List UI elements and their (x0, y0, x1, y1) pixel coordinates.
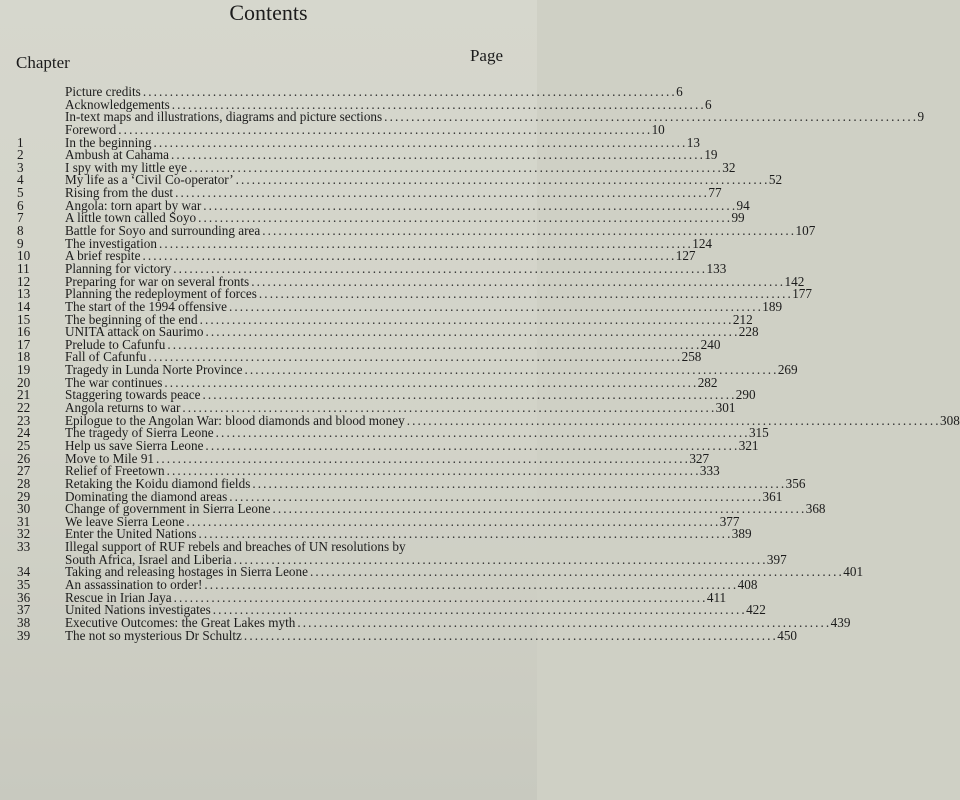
page-number: 315 (748, 425, 769, 441)
chapter-number: 29 (17, 488, 31, 504)
page-number: 32 (722, 159, 736, 175)
toc-entry (0, 475, 806, 491)
page-number: 6 (676, 84, 683, 99)
toc-entry (0, 260, 727, 276)
entry-title: A brief respite (65, 248, 141, 264)
toc-entry (0, 539, 787, 567)
page-number: 6 (705, 96, 712, 112)
chapter-number: 11 (17, 260, 30, 276)
chapter-number: 32 (17, 526, 31, 542)
chapter-number: 24 (17, 425, 31, 441)
entry-line (65, 121, 665, 137)
entry-title: Taking and releasing hostages in Sierra Leone (65, 564, 308, 580)
entry-title: Planning the redeployment of forces (65, 286, 257, 302)
page-number: 361 (762, 488, 783, 504)
entry-title: Angola: torn apart by war (65, 197, 202, 213)
chapter-number: 20 (17, 374, 31, 390)
toc-entry (0, 147, 718, 163)
chapter-number: 31 (17, 513, 31, 529)
page-number: 401 (843, 564, 864, 580)
entry-title: Prelude to Cafunfu (65, 336, 166, 352)
entry-line (65, 627, 797, 643)
chapter-number: 1 (17, 134, 24, 150)
entry-line (65, 614, 851, 630)
entry-title: Executive Outcomes: the Great Lakes myth (65, 614, 296, 630)
page-number: 439 (830, 614, 851, 630)
chapter-number: 36 (17, 589, 31, 605)
toc-entry (0, 185, 722, 201)
entry-title: Change of government in Sierra Leone (65, 501, 271, 517)
entry-title: Rising from the dust (65, 185, 174, 201)
entry-title: Enter the United Nations (65, 526, 197, 542)
page-number: 127 (675, 248, 696, 264)
page-number: 177 (792, 286, 812, 302)
chapter-number: 30 (17, 501, 31, 517)
page-number: 422 (746, 602, 766, 618)
toc-entry (0, 501, 826, 517)
chapter-number: 19 (17, 362, 31, 378)
entry-title: I spy with my little eye (65, 159, 187, 175)
page-number: 368 (805, 501, 826, 517)
entry-title: An assassination to order! (65, 577, 203, 592)
chapter-column-header: Chapter (16, 53, 70, 72)
page-number: 356 (785, 475, 806, 491)
entry-title: In-text maps and illustrations, diagrams and picture sections (65, 109, 383, 125)
toc-entry (0, 577, 758, 592)
entry-title: Help us save Sierra Leone (65, 437, 204, 453)
entry-title: The not so mysterious Dr Schultz (65, 627, 242, 643)
page-number: 333 (699, 463, 720, 479)
chapter-number: 7 (17, 210, 24, 226)
chapter-number: 21 (17, 387, 31, 403)
page-number: 99 (731, 210, 745, 226)
chapter-number: 35 (17, 577, 31, 592)
dot-leader (118, 123, 649, 136)
toc-entry (0, 362, 798, 378)
chapter-number: 26 (17, 450, 31, 466)
chapter-number: 34 (17, 564, 31, 580)
dot-leader (205, 439, 736, 452)
chapter-number: 6 (17, 197, 24, 213)
toc-entry (0, 463, 720, 479)
entry-title: Move to Mile 91 (65, 450, 155, 466)
entry-line (65, 437, 759, 453)
chapter-number: 39 (17, 627, 31, 643)
page-number: 52 (768, 172, 783, 188)
toc-entry (0, 614, 851, 630)
page-number: 10 (651, 121, 665, 137)
page-column-header: Page (469, 46, 503, 65)
toc-entry (0, 324, 759, 340)
page-number: 77 (708, 185, 722, 201)
page-number: 269 (777, 362, 798, 378)
page-number: 411 (706, 589, 727, 605)
entry-title: Retaking the Koidu diamond fields (65, 475, 251, 491)
toc-entry (0, 84, 683, 99)
page-number: 290 (735, 387, 756, 403)
chapter-number: 5 (17, 185, 24, 201)
chapter-number: 27 (17, 463, 31, 479)
chapter-number: 17 (17, 336, 31, 352)
chapter-number: 3 (17, 159, 24, 175)
entry-title: Tragedy in Lunda Norte Province (65, 362, 243, 378)
toc-entry (0, 286, 812, 302)
toc-entry (0, 437, 759, 453)
entry-title: The tragedy of Sierra Leone (65, 425, 214, 441)
toc-entry (0, 400, 736, 416)
page-number: 321 (738, 437, 759, 453)
page-number: 124 (692, 235, 713, 251)
chapter-number: 13 (17, 286, 31, 302)
entry-title: Battle for Soyo and surrounding area (65, 223, 261, 239)
chapter-number: 22 (17, 400, 31, 416)
toc-entry (0, 121, 665, 137)
page-number: 308 (940, 412, 960, 428)
page-number: 13 (686, 134, 700, 150)
entry-title: Picture credits (65, 84, 141, 99)
dot-leader (297, 616, 828, 629)
entry-title: In the beginning (65, 134, 152, 150)
page-number: 212 (732, 311, 753, 327)
chapter-number: 28 (17, 475, 31, 491)
entry-title: Staggering towards peace (65, 387, 201, 403)
entry-title: The beginning of the end (65, 311, 198, 327)
entry-line (65, 298, 783, 314)
entry-title: UNITA attack on Saurimo (65, 324, 204, 340)
chapter-number: 16 (17, 324, 31, 340)
page-number: 107 (795, 223, 816, 239)
entry-line (65, 475, 806, 491)
entry-title: The investigation (65, 235, 157, 251)
page-number: 240 (700, 336, 721, 352)
entry-title: Rescue in Irian Jaya (65, 589, 172, 605)
entry-title: My life as a ‘Civil Co-operator’ (65, 172, 234, 188)
entry-title: Planning for victory (65, 260, 172, 276)
entry-title: Fall of Cafunfu (65, 349, 147, 365)
page-title: Contents (229, 0, 308, 25)
entry-title: The war continues (65, 374, 163, 390)
entry-title: Relief of Freetown (65, 463, 165, 479)
entry-title: Foreword (65, 121, 117, 137)
chapter-number: 37 (17, 602, 31, 618)
chapter-number: 10 (17, 248, 31, 264)
page-number: 258 (681, 349, 702, 365)
toc-entry (0, 627, 797, 643)
entry-title: Ambush at Cahama (65, 147, 170, 163)
entry-title: South Africa, Israel and Liberia (65, 551, 232, 567)
chapter-number: 4 (17, 172, 24, 188)
page-number: 228 (738, 324, 759, 340)
chapter-number: 12 (17, 273, 31, 289)
page-number: 408 (737, 577, 758, 592)
page-number: 94 (736, 197, 750, 213)
page-number: 282 (697, 374, 718, 390)
entry-title: The start of the 1994 offensive (65, 298, 227, 314)
dot-leader (252, 477, 783, 490)
chapter-number: 2 (17, 147, 24, 163)
chapter-number: 14 (17, 298, 31, 314)
entry-title: A little town called Soyo (65, 210, 197, 226)
table-of-contents (0, 84, 960, 643)
entry-title: Preparing for war on several fronts (65, 273, 250, 289)
entry-title: Dominating the diamond areas (65, 488, 228, 504)
toc-entry (0, 223, 816, 239)
chapter-number: 15 (17, 311, 31, 327)
page-number: 327 (689, 450, 710, 466)
page-number: 397 (766, 551, 787, 567)
toc-entry (0, 298, 783, 314)
page-number: 19 (704, 147, 718, 163)
chapter-number: 18 (17, 349, 31, 365)
dot-leader (229, 300, 760, 313)
chapter-number: 38 (17, 614, 31, 630)
page-number: 142 (784, 273, 805, 289)
page-number: 133 (706, 260, 727, 276)
page-number: 9 (917, 109, 925, 125)
entry-title: Epilogue to the Angolan War: blood diamonds and blood money (65, 412, 405, 428)
entry-title: Angola returns to war (65, 400, 181, 416)
chapter-number: 9 (17, 235, 24, 251)
dot-leader (244, 629, 775, 642)
page-number: 377 (719, 513, 740, 529)
chapter-number: 33 (17, 539, 31, 555)
page-number: 189 (762, 298, 783, 314)
entry-title: We leave Sierra Leone (65, 513, 185, 529)
entry-title: Acknowledgements (65, 96, 170, 112)
chapter-number: 25 (17, 437, 31, 453)
page-number: 389 (731, 526, 752, 542)
chapter-number: 23 (17, 412, 31, 428)
chapter-number: 8 (17, 223, 24, 239)
page-number: 450 (777, 627, 797, 643)
page-number: 301 (715, 400, 736, 416)
entry-title: United Nations investigates (65, 602, 211, 618)
entry-title-line1: Illegal support of RUF rebels and breaches of UN resolutions by (65, 539, 406, 555)
